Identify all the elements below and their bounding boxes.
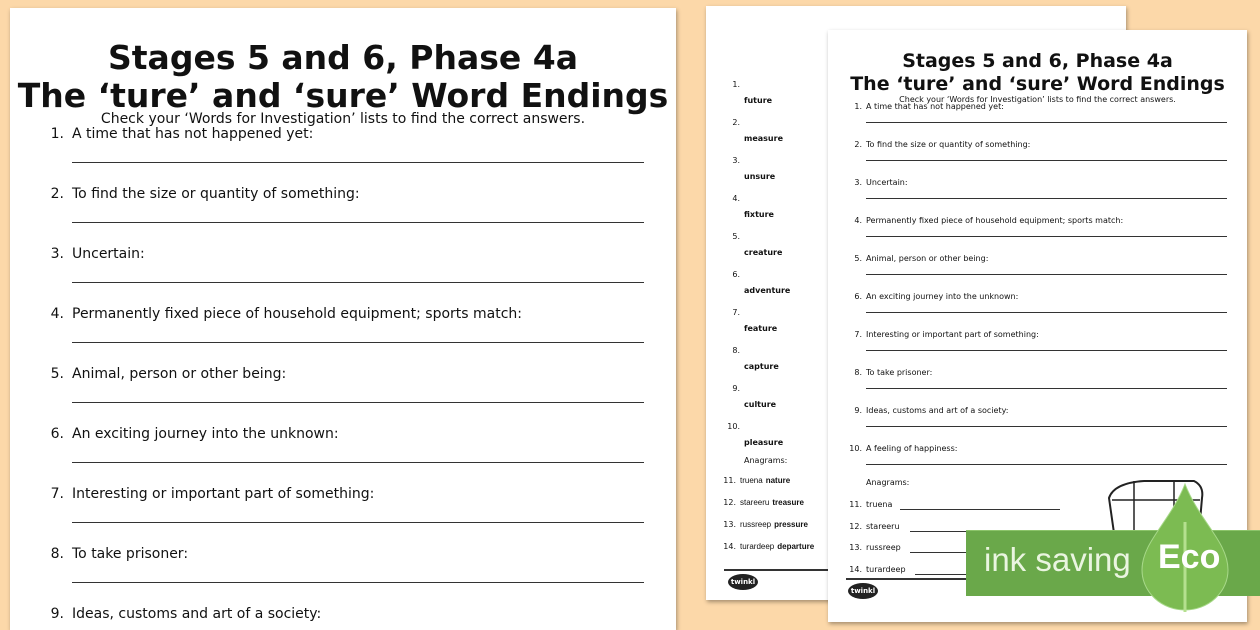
question-number: 8. bbox=[732, 346, 740, 355]
question-number: 7. bbox=[732, 308, 740, 317]
answer-line bbox=[72, 402, 644, 403]
answer-text: fixture bbox=[744, 210, 774, 219]
anagrams-label: Anagrams: bbox=[866, 478, 910, 487]
answer-text: feature bbox=[744, 324, 778, 333]
question-text: A feeling of happiness: bbox=[866, 444, 958, 453]
answer-text: adventure bbox=[744, 286, 791, 295]
question-number: 5. bbox=[732, 232, 740, 241]
worksheet-page-preview bbox=[10, 8, 676, 630]
eco-instructions: Check your ‘Words for Investigation’ lists to find the correct answers. bbox=[899, 95, 1176, 104]
question-number: 4. bbox=[732, 194, 740, 203]
question-number: 6. bbox=[50, 426, 64, 442]
question-text: To take prisoner: bbox=[72, 546, 189, 562]
eco-subtitle: The ‘ture’ and ‘sure’ Word Endings bbox=[850, 73, 1225, 95]
twinkl-logo: twinkl bbox=[848, 583, 878, 599]
answer-line bbox=[72, 342, 644, 343]
anagram-number: 11. bbox=[849, 500, 862, 509]
anagram-text: stareeru bbox=[866, 521, 900, 531]
anagram-text: russreep bbox=[866, 543, 901, 552]
question-text: A time that has not happened yet: bbox=[72, 126, 314, 142]
anagram-number: 13. bbox=[849, 543, 862, 552]
anagram-number: 14. bbox=[849, 564, 862, 574]
anagrams-label: Anagrams: bbox=[744, 456, 788, 465]
question-number: 4. bbox=[50, 306, 64, 322]
anagram-row bbox=[740, 520, 808, 529]
question-text: Interesting or important part of something: bbox=[866, 330, 1039, 339]
question-number: 9. bbox=[854, 406, 862, 415]
answer-text: culture bbox=[744, 400, 777, 409]
question-text: To take prisoner: bbox=[866, 368, 933, 377]
answer-line bbox=[72, 162, 644, 163]
question-text: Uncertain: bbox=[866, 178, 908, 187]
answer-text: measure bbox=[744, 134, 783, 143]
answer-line bbox=[866, 350, 1227, 351]
answer-line bbox=[866, 198, 1227, 199]
answer-line bbox=[866, 122, 1227, 123]
anagram-number: 11. bbox=[723, 476, 736, 485]
question-text: An exciting journey into the unknown: bbox=[866, 292, 1019, 301]
question-number: 3. bbox=[854, 178, 862, 187]
worksheet-title: Stages 5 and 6, Phase 4a bbox=[108, 38, 578, 77]
question-text: Permanently fixed piece of household equipment; sports match: bbox=[72, 306, 523, 322]
question-number: 3. bbox=[732, 156, 740, 165]
ink-saving-text: ink saving bbox=[984, 541, 1131, 578]
anagram-number: 14. bbox=[723, 542, 736, 551]
anagram-answer: departure bbox=[777, 542, 815, 551]
question-number: 6. bbox=[732, 270, 740, 279]
question-number: 7. bbox=[50, 486, 64, 502]
answer-line bbox=[72, 222, 644, 223]
anagram-number: 13. bbox=[723, 520, 736, 529]
question-number: 6. bbox=[854, 292, 862, 301]
question-text: Animal, person or other being: bbox=[866, 254, 989, 263]
question-number: 1. bbox=[50, 126, 64, 142]
question-number: 3. bbox=[50, 246, 64, 262]
answer-line bbox=[72, 462, 644, 463]
question-text: To find the size or quantity of something: bbox=[866, 140, 1031, 149]
question-number: 5. bbox=[50, 366, 64, 382]
question-number: 2. bbox=[50, 186, 64, 202]
anagram-answer: pressure bbox=[774, 520, 808, 529]
anagram-row bbox=[740, 476, 790, 485]
answer-text: future bbox=[744, 96, 773, 105]
anagram-text: truena bbox=[866, 500, 893, 509]
instructions: Check your ‘Words for Investigation’ lists to find the correct answers. bbox=[100, 111, 586, 127]
question-number: 1. bbox=[854, 102, 862, 111]
question-number: 7. bbox=[854, 330, 862, 339]
question-text: Interesting or important part of something: bbox=[72, 486, 375, 502]
question-text: A time that has not happened yet: bbox=[866, 102, 1004, 111]
anagram-text: truena bbox=[740, 476, 763, 485]
answer-line bbox=[866, 388, 1227, 389]
question-number: 8. bbox=[854, 368, 862, 377]
answer-text: creature bbox=[744, 248, 783, 257]
anagram-text: turardeep bbox=[740, 542, 775, 551]
answer-line bbox=[866, 464, 1227, 465]
question-number: 10. bbox=[727, 422, 740, 431]
question-number: 9. bbox=[50, 606, 64, 622]
question-text: An exciting journey into the unknown: bbox=[72, 426, 339, 442]
twinkl-logo: twinkl bbox=[728, 574, 758, 590]
anagram-number: 12. bbox=[723, 498, 736, 507]
answer-line bbox=[866, 236, 1227, 237]
question-number: 5. bbox=[854, 254, 862, 263]
answer-text: unsure bbox=[744, 172, 776, 181]
anagram-text: russreep bbox=[740, 520, 772, 529]
worksheet-subtitle: The ‘ture’ and ‘sure’ Word Endings bbox=[17, 76, 669, 115]
question-text: To find the size or quantity of something: bbox=[72, 186, 360, 202]
answer-text: capture bbox=[744, 362, 779, 371]
question-number: 2. bbox=[854, 140, 862, 149]
anagram-answer: treasure bbox=[772, 498, 804, 507]
question-text: Ideas, customs and art of a society: bbox=[866, 406, 1009, 415]
answer-line bbox=[866, 312, 1227, 313]
anagram-number: 12. bbox=[849, 521, 862, 531]
question-number: 2. bbox=[732, 118, 740, 127]
question-number: 10. bbox=[849, 444, 862, 453]
question-text: Animal, person or other being: bbox=[72, 366, 287, 382]
answer-line bbox=[72, 282, 644, 283]
question-number: 8. bbox=[50, 546, 64, 562]
answer-line bbox=[72, 522, 644, 523]
question-text: Permanently fixed piece of household equipment; sports match: bbox=[866, 216, 1124, 225]
anagram-text: stareeru bbox=[740, 498, 770, 507]
anagram-row bbox=[740, 542, 814, 551]
anagram-line bbox=[900, 509, 1060, 510]
answer-line bbox=[72, 582, 644, 583]
anagram-text: turardeep bbox=[866, 564, 906, 574]
question-number: 1. bbox=[732, 80, 740, 89]
question-text: Uncertain: bbox=[72, 246, 145, 262]
answer-line bbox=[866, 426, 1227, 427]
answer-line bbox=[866, 160, 1227, 161]
anagram-row bbox=[740, 498, 804, 507]
anagram-answer: nature bbox=[765, 476, 791, 485]
answer-text: pleasure bbox=[744, 438, 784, 447]
question-number: 4. bbox=[854, 216, 862, 225]
question-text: Ideas, customs and art of a society: bbox=[72, 606, 322, 622]
eco-label: Eco bbox=[1158, 538, 1221, 576]
answer-line bbox=[866, 274, 1227, 275]
question-number: 9. bbox=[732, 384, 740, 393]
eco-title: Stages 5 and 6, Phase 4a bbox=[902, 50, 1173, 72]
